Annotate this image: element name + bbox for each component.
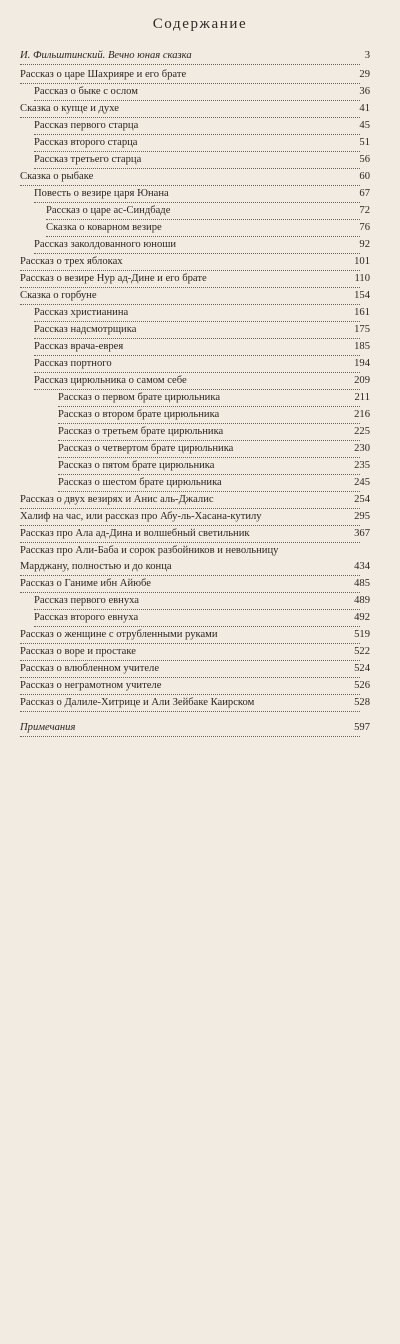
toc-entry: [20, 576, 370, 593]
toc-entry-page: 209: [354, 375, 370, 386]
toc-entry-title: Рассказ о шестом брате цирюльника: [58, 477, 228, 488]
toc-entry: [34, 373, 370, 390]
toc-entry: [20, 48, 370, 65]
toc-entry-title: Рассказ о четвертом брате цирюльника: [58, 443, 239, 454]
toc-entry-title: Рассказ о первом брате цирюльника: [58, 392, 226, 403]
toc-entry: [34, 356, 370, 373]
toc-entry-title: Рассказ о трех яблоках: [20, 256, 129, 267]
toc-entry-title-line-1: Рассказ про Али-Баба и сорок разбойников и невольницу: [20, 545, 279, 556]
toc-entry-title: Рассказ о везире Нур ад-Дине и его брате: [20, 273, 213, 284]
toc-entry-title: Примечания: [20, 722, 81, 733]
toc-entry: [20, 67, 370, 84]
toc-entry-page: 597: [354, 722, 370, 733]
toc-entry: [34, 84, 370, 101]
toc-entry-title: Сказка о горбуне: [20, 290, 103, 301]
toc-entry: [20, 695, 370, 712]
toc-entry-page: 367: [354, 528, 370, 539]
toc-entry: [34, 135, 370, 152]
toc-entry: [20, 254, 370, 271]
toc-entry: [34, 118, 370, 135]
toc-entry-title: Рассказ о Далиле-Хитрице и Али Зейбаке Каирском: [20, 697, 260, 708]
toc-entry: [20, 526, 370, 543]
toc-entry-page: 194: [354, 358, 370, 369]
toc-entry: [20, 271, 370, 288]
toc-entry: [34, 152, 370, 169]
toc-entry: [46, 203, 370, 220]
toc-entry: [20, 661, 370, 678]
toc-entry-page: 489: [354, 595, 370, 606]
toc-entry: [58, 458, 370, 475]
toc-entry-page: 60: [359, 171, 370, 182]
toc-entry-title: Рассказ о царе Шахрияре и его брате: [20, 69, 192, 80]
toc-entry: [20, 288, 370, 305]
toc-entry-page: 41: [359, 103, 370, 114]
toc-entry-title-line-2-text: Марджану, полностью и до конца: [20, 561, 178, 572]
toc-entry: [34, 305, 370, 322]
toc-entry-page: 434: [354, 561, 370, 572]
toc-entry-title: Сказка о купце и духе: [20, 103, 125, 114]
toc-entry-title: Сказка о коварном везире: [46, 222, 168, 233]
toc-entry: [34, 186, 370, 203]
toc-entry-title: Рассказ о двух везирях и Анис аль-Джалис: [20, 494, 220, 505]
toc-entry-page: 254: [354, 494, 370, 505]
toc-entry-page: 211: [354, 392, 370, 403]
toc-entry-page: 92: [359, 239, 370, 250]
toc-entry-page: 526: [354, 680, 370, 691]
toc-entry-page: 528: [354, 697, 370, 708]
toc-entry-page: 76: [359, 222, 370, 233]
toc-entry-page: 101: [354, 256, 370, 267]
toc-entry: [58, 441, 370, 458]
toc-entry: [20, 509, 370, 526]
toc-entry: [20, 492, 370, 509]
toc-entry-title: Рассказ о царе ас-Синдбаде: [46, 205, 176, 216]
page-title: Содержание: [152, 16, 248, 32]
toc-entry-title: Повесть о везире царя Юнана: [34, 188, 175, 199]
toc-entry-page: 225: [354, 426, 370, 437]
toc-entry-title: Рассказ второго старца: [34, 137, 144, 148]
toc-entry-page: 295: [354, 511, 370, 522]
toc-entry: [20, 101, 370, 118]
toc-entry-page: 36: [359, 86, 370, 97]
toc-entry-title: Рассказ о третьем брате цирюльника: [58, 426, 229, 437]
toc-entry: [34, 593, 370, 610]
toc-entry-page: 3: [364, 50, 370, 61]
toc-entry-page: 72: [359, 205, 370, 216]
toc-entry-title: Рассказ о женщине с отрубленными руками: [20, 629, 224, 640]
toc-entry: [20, 543, 370, 576]
table-of-contents: [20, 48, 370, 737]
toc-entry-page: 216: [354, 409, 370, 420]
toc-entry-page: 485: [354, 578, 370, 589]
toc-entry-title: Рассказ о пятом брате цирюльника: [58, 460, 220, 471]
toc-entry: [20, 644, 370, 661]
toc-entry-page: 230: [354, 443, 370, 454]
toc-entry-title: Рассказ первого евнуха: [34, 595, 145, 606]
toc-entry-title: Рассказ христианина: [34, 307, 134, 318]
toc-entry-title: Рассказ врача-еврея: [34, 341, 129, 352]
toc-entry-page: 235: [354, 460, 370, 471]
toc-entry: [34, 610, 370, 627]
toc-entry-title: Рассказ портного: [34, 358, 118, 369]
toc-entry-title-line-2: [20, 559, 370, 576]
toc-entry-title: Рассказ о втором брате цирюльника: [58, 409, 225, 420]
toc-entry-page: 185: [354, 341, 370, 352]
toc-entry-title: Рассказ третьего старца: [34, 154, 147, 165]
toc-entry-title: Рассказ о быке с ослом: [34, 86, 144, 97]
toc-entry-page: 51: [359, 137, 370, 148]
toc-entry: [58, 475, 370, 492]
toc-entry-title: Рассказ о неграмотном учителе: [20, 680, 167, 691]
toc-entry-title: Рассказ о воре и простаке: [20, 646, 142, 657]
toc-entry-title: Рассказ первого старца: [34, 120, 144, 131]
toc-entry-title: Рассказ о влюбленном учителе: [20, 663, 165, 674]
toc-entry: [34, 237, 370, 254]
toc-entry-title: Халиф на час, или рассказ про Абу-ль-Хасана-кутилу: [20, 511, 268, 522]
toc-entry-title: Рассказ цирюльника о самом себе: [34, 375, 193, 386]
toc-entry-title: Рассказ о Ганиме ибн Айюбе: [20, 578, 157, 589]
toc-entry-page: 524: [354, 663, 370, 674]
toc-entry-page: 45: [359, 120, 370, 131]
toc-entry: [46, 220, 370, 237]
toc-entry: [20, 720, 370, 737]
toc-entry: [20, 678, 370, 695]
toc-entry-page: 492: [354, 612, 370, 623]
toc-entry-title: Рассказ второго евнуха: [34, 612, 144, 623]
toc-entry-page: 29: [359, 69, 370, 80]
toc-entry-page: 67: [359, 188, 370, 199]
toc-entry: [58, 424, 370, 441]
toc-entry: [20, 627, 370, 644]
toc-entry: [58, 390, 370, 407]
toc-entry: [34, 339, 370, 356]
toc-entry-page: 245: [354, 477, 370, 488]
toc-entry: [58, 407, 370, 424]
toc-entry-page: 110: [354, 273, 370, 284]
toc-entry-title: Рассказ заколдованного юноши: [34, 239, 182, 250]
toc-entry-page: 56: [359, 154, 370, 165]
toc-entry-page: 175: [354, 324, 370, 335]
toc-entry-title: И. Фильштинский. Вечно юная сказка: [20, 50, 198, 61]
toc-entry-page: 154: [354, 290, 370, 301]
toc-entry: [20, 169, 370, 186]
toc-entry-page: 522: [354, 646, 370, 657]
toc-entry-title: Рассказ надсмотрщика: [34, 324, 142, 335]
toc-entry-page: 519: [354, 629, 370, 640]
toc-entry: [34, 322, 370, 339]
toc-entry-title: Рассказ про Ала ад-Дина и волшебный светильник: [20, 528, 256, 539]
toc-entry-page: 161: [354, 307, 370, 318]
toc-entry-title: Сказка о рыбаке: [20, 171, 99, 182]
